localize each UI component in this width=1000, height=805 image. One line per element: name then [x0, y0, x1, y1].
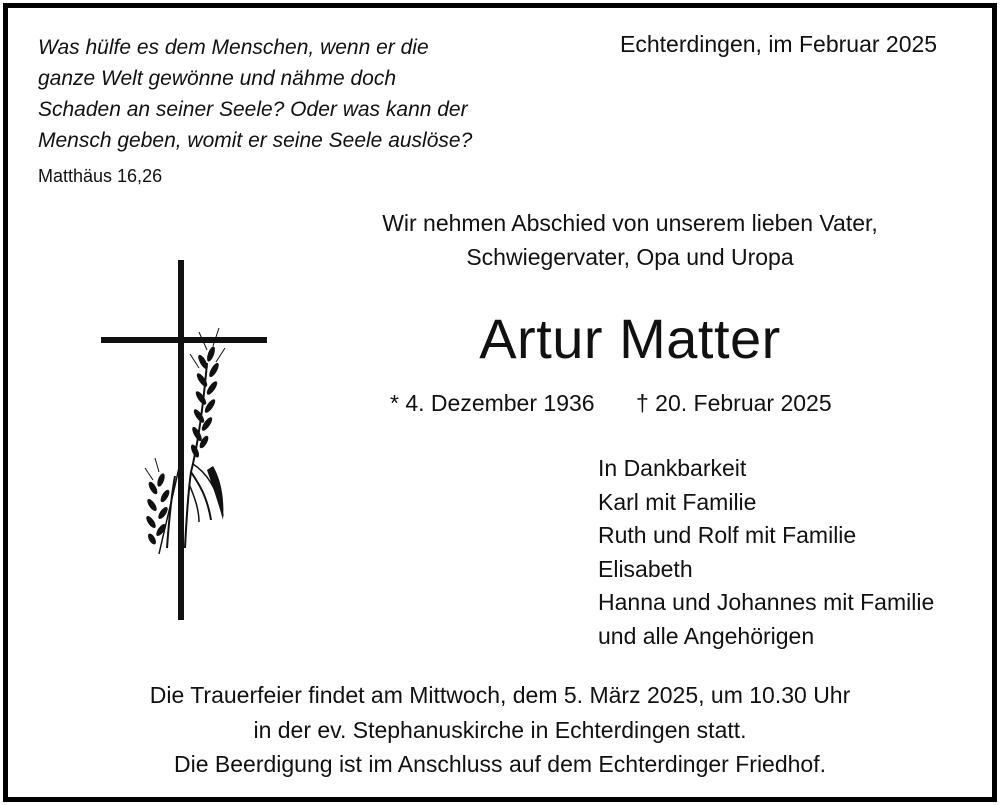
place-date: Echterdingen, im Februar 2025	[620, 31, 938, 57]
intro-text	[300, 206, 960, 274]
announcement-line: in der ev. Stephanuskirche in Echterdingen statt.	[253, 716, 747, 743]
mourner-line: In Dankbarkeit	[598, 455, 747, 481]
verse-reference: Matthäus 16,26	[38, 166, 163, 186]
verse-line: Mensch geben, womit er seine Seele auslöse?	[38, 129, 473, 152]
bible-verse	[38, 32, 472, 156]
mourner-line: Ruth und Rolf mit Familie	[598, 522, 857, 548]
verse-line: ganze Welt gewönne und nähme doch	[38, 67, 397, 90]
announcement-line: Die Trauerfeier findet am Mittwoch, dem 5. März 2025, um 10.30 Uhr	[149, 682, 851, 708]
death-date: † 20. Februar 2025	[636, 390, 832, 416]
intro-line: Schwiegervater, Opa und Uropa	[466, 244, 794, 270]
mourner-line: Hanna und Johannes mit Familie	[598, 589, 935, 615]
mourner-line: und alle Angehörigen	[598, 622, 815, 649]
intro-line: Wir nehmen Abschied von unserem lieben Vater,	[382, 210, 878, 236]
funeral-announcement	[60, 678, 940, 782]
birth-date: * 4. Dezember 1936	[390, 390, 595, 416]
verse-line: Was hülfe es dem Menschen, wenn er die	[38, 36, 429, 59]
deceased-name: Artur Matter	[479, 307, 781, 370]
mourners-list	[598, 452, 934, 653]
mourner-line: Karl mit Familie	[598, 488, 757, 515]
verse-line: Schaden an seiner Seele? Oder was kann der	[38, 98, 468, 121]
mourner-line: Elisabeth	[598, 555, 693, 582]
announcement-line: Die Beerdigung ist im Anschluss auf dem Echterdinger Friedhof.	[174, 751, 826, 777]
cross-with-wheat-icon	[95, 258, 275, 622]
